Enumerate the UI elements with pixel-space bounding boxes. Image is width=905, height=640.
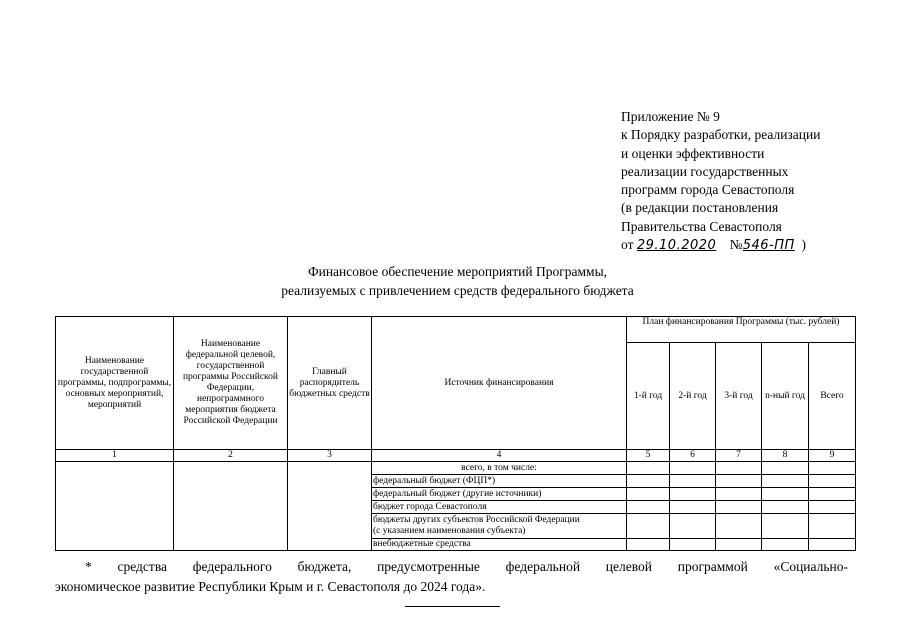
source-city-budget: бюджет города Севастополя xyxy=(372,501,627,514)
appendix-line: (в редакции постановления xyxy=(621,200,779,216)
header-year-n: n-ный год xyxy=(762,343,809,450)
footnote xyxy=(55,557,848,597)
source-offbudget: внебюджетные средства xyxy=(372,539,627,551)
column-number: 3 xyxy=(288,450,372,462)
source-federal-fcp: федеральный бюджет (ФЦП*) xyxy=(372,475,627,488)
empty-cell xyxy=(288,462,372,551)
column-number: 4 xyxy=(372,450,627,462)
handwritten-date: 29.10.2020 xyxy=(636,238,717,254)
footnote-line: * средства федерального бюджета, предусмотренные федеральной целевой программой «Социально- xyxy=(85,559,848,574)
header-federal-program: Наименование федеральной целевой, государственной программы Российской Федерации, непрограммного мероприятия бюджета Российской Федерации xyxy=(174,317,288,450)
appendix-line: Приложение № 9 xyxy=(621,109,720,124)
column-number: 8 xyxy=(762,450,809,462)
column-number: 9 xyxy=(809,450,856,462)
closing-paren: ) xyxy=(801,237,806,253)
header-budget-manager: Главный распорядитель бюджетных средств xyxy=(288,317,372,450)
document-title xyxy=(200,262,715,300)
footnote-separator xyxy=(405,606,500,607)
header-plan: План финансирования Программы (тыс. рублей) xyxy=(627,317,856,343)
header-program-name: Наименование государственной программы, подпрограммы, основных мероприятий, мероприятий xyxy=(56,317,174,450)
source-other-subjects-line2: (с указанием наименования субъекта) xyxy=(373,526,526,536)
source-other-subjects-line1: бюджеты других субъектов Российской Федерации xyxy=(373,515,580,525)
source-all: всего, в том числе: xyxy=(372,462,627,475)
header-year-3: 3-й год xyxy=(716,343,762,450)
header-total: Всего xyxy=(809,343,856,450)
header-funding-source: Источник финансирования xyxy=(372,317,627,450)
date-prefix: от xyxy=(621,237,634,253)
financing-table xyxy=(55,316,856,551)
source-other-subjects xyxy=(372,514,627,539)
column-number: 5 xyxy=(627,450,670,462)
appendix-line: реализации государственных xyxy=(621,163,789,179)
title-line: реализуемых с привлечением средств федерального бюджета xyxy=(281,283,634,298)
title-line: Финансовое обеспечение мероприятий Программы, xyxy=(307,264,608,279)
header-year-1: 1-й год xyxy=(627,343,670,450)
footnote-line: экономическое развитие Республики Крым и г. Севастополя до 2024 года». xyxy=(55,579,486,594)
source-federal-other: федеральный бюджет (другие источники) xyxy=(372,488,627,501)
appendix-line: к Порядку разработки, реализации xyxy=(621,127,821,143)
empty-cell xyxy=(174,462,288,551)
appendix-line: Правительства Севастополя xyxy=(621,218,782,234)
appendix-date-line xyxy=(621,236,820,255)
appendix-line: и оценки эффективности xyxy=(621,145,765,161)
column-number: 1 xyxy=(56,450,174,462)
header-year-2: 2-й год xyxy=(670,343,716,450)
column-number: 2 xyxy=(174,450,288,462)
handwritten-number: 546-ПП xyxy=(742,238,795,254)
number-prefix: № xyxy=(729,237,743,253)
column-number: 7 xyxy=(716,450,762,462)
appendix-line: программ города Севастополя xyxy=(621,182,795,198)
column-number: 6 xyxy=(670,450,716,462)
appendix-header xyxy=(621,108,820,255)
empty-cell xyxy=(56,462,174,551)
